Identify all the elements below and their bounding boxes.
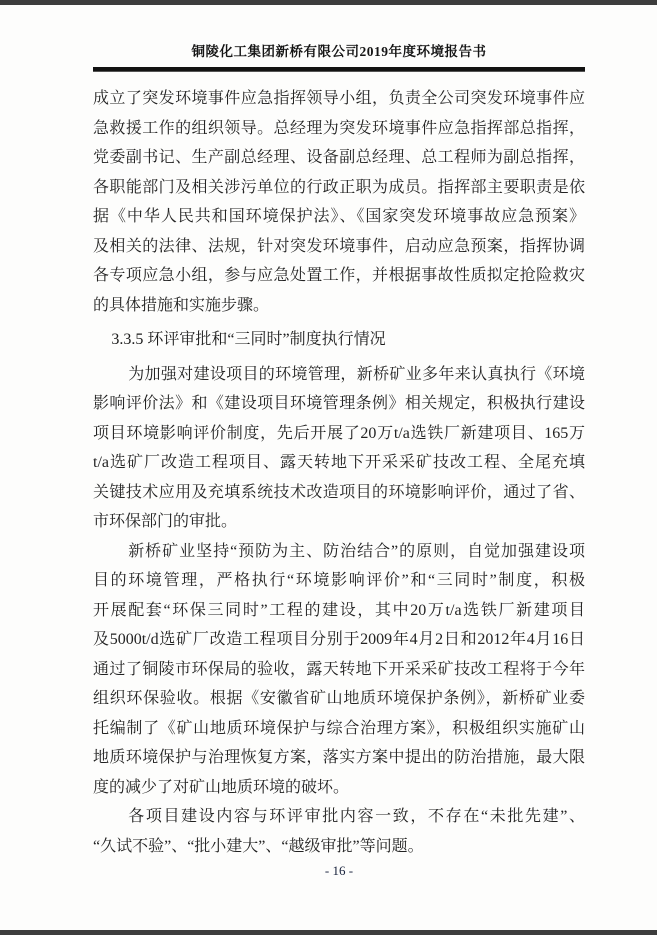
scan-edge-top — [0, 0, 657, 5]
text-line: 各专项应急小组，参与应急处置工作，并根据事故性质拟定抢险救灾 — [93, 267, 585, 284]
text-line: 成立了突发环境事件应急指挥领导小组，负责全公司突发环境事件应 — [93, 90, 585, 107]
text-line: 新桥矿业坚持“预防为主、防治结合”的原则，自觉加强建设项 — [128, 542, 585, 560]
text-line: 影响评价法》和《建设项目环境管理条例》相关规定，积极执行建设 — [93, 395, 585, 412]
text-line: 地质环境保护与治理恢复方案，落实方案中提出的防治措施，最大限 — [93, 749, 585, 766]
page-number: - 16 - — [324, 863, 354, 878]
text-line: 及5000t/d选矿厂改造工程项目分别于2009年4月2日和2012年4月16日 — [93, 631, 585, 648]
text-line: 的具体措施和实施步骤。 — [93, 296, 270, 314]
text-line: t/a选矿厂改造工程项目、露天转地下开采采矿技改工程、全尾充填 — [93, 454, 585, 471]
section-heading: 3.3.5 环评审批和“三同时”制度执行情况 — [111, 331, 386, 348]
document-body — [93, 84, 585, 861]
text-line: 及相关的法律、法规，针对突发环境事件，启动应急预案，指挥协调 — [93, 237, 585, 255]
text-line: “久试不验”、“批小建大”、“越级审批”等问题。 — [93, 837, 424, 855]
paragraph — [93, 360, 585, 537]
text-line: 市环保部门的审批。 — [93, 513, 238, 530]
paragraph — [93, 802, 585, 861]
text-line: 项目环境影响评价制度，先后开展了20万t/a选铁厂新建项目、165万 — [93, 424, 585, 442]
text-line: 急救援工作的组织领导。总经理为突发环境事件应急指挥部总指挥， — [93, 119, 585, 137]
text-line: 通过了铜陵市环保局的验收，露天转地下开采采矿技改工程将于今年 — [93, 660, 585, 678]
text-line: 托编制了《矿山地质环境保护与综合治理方案》，积极组织实施矿山 — [93, 719, 585, 737]
paragraph — [93, 537, 585, 803]
page-header-title: 铜陵化工集团新桥有限公司2019年度环境报告书 — [191, 44, 487, 59]
text-line: 开展配套“环保三同时”工程的建设，其中20万t/a选铁厂新建项目 — [93, 601, 585, 619]
text-line: 据《中华人民共和国环境保护法》、《国家突发环境事故应急预案》 — [93, 208, 585, 225]
header-rule — [93, 67, 585, 72]
text-line: 各职能部门及相关涉污单位的行政正职为成员。指挥部主要职责是依 — [93, 178, 585, 196]
paragraph — [93, 84, 585, 320]
text-line: 关键技术应用及充填系统技术改造项目的环境影响评价，通过了省、 — [93, 483, 585, 501]
text-line: 度的减少了对矿山地质环境的破坏。 — [93, 778, 350, 796]
text-line: 为加强对建设项目的环境管理，新桥矿业多年来认真执行《环境 — [128, 365, 585, 383]
text-line: 组织环保验收。根据《安徽省矿山地质环境保护条例》，新桥矿业委 — [93, 690, 585, 707]
text-line: 各项目建设内容与环评审批内容一致，不存在“未批先建”、 — [128, 808, 585, 825]
scan-edge-bottom — [0, 930, 657, 935]
text-line: 目的环境管理，严格执行“环境影响评价”和“三同时”制度，积极 — [93, 572, 585, 589]
text-line: 党委副书记、生产副总经理、设备副总经理、总工程师为副总指挥， — [93, 149, 585, 166]
